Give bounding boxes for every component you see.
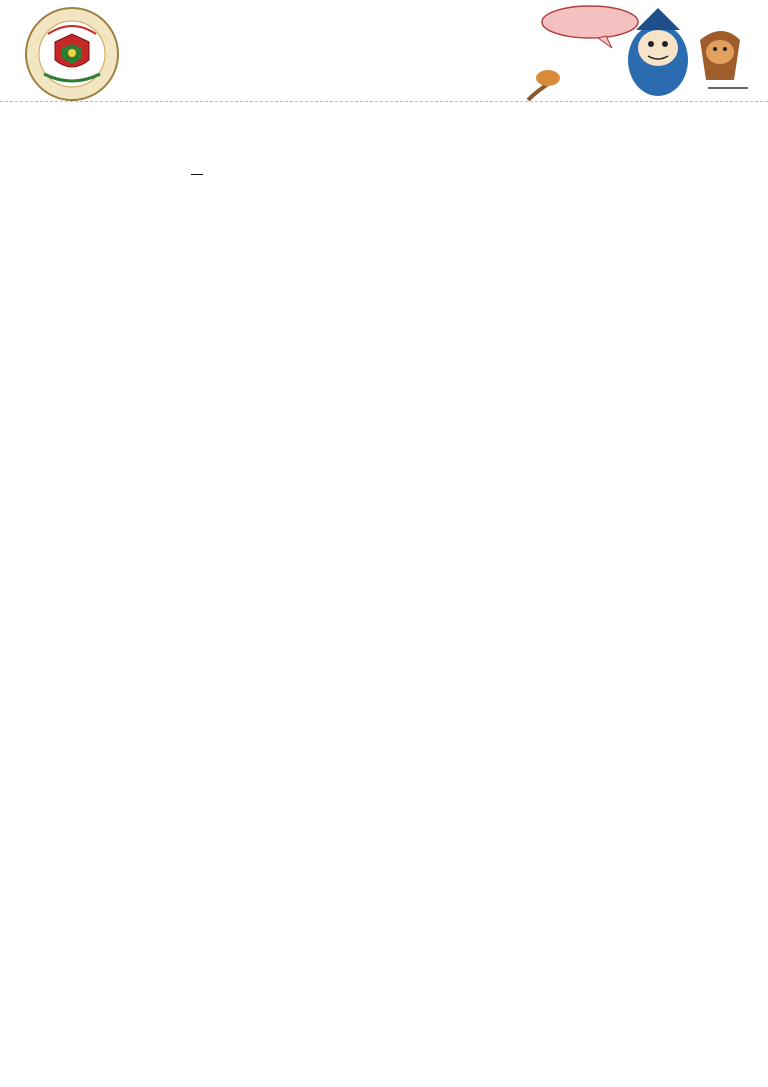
problem-item: [28, 225, 362, 235]
problem-item: [28, 205, 362, 215]
problem-item: [406, 218, 742, 226]
problem-item: [406, 186, 742, 194]
page-header: [0, 0, 768, 104]
solution-letters-line: [28, 141, 362, 153]
left-column: [28, 104, 362, 235]
header-divider: [0, 101, 768, 102]
problem-item: [406, 210, 742, 218]
right-problems-list: [406, 146, 742, 248]
problem-item: [406, 202, 742, 210]
problem-item: [406, 154, 742, 162]
circular-general-line: [28, 153, 362, 165]
cartoon-illustration: [508, 0, 768, 104]
left-problems-list: [28, 195, 362, 235]
problem-item: [406, 178, 742, 186]
problem-item: [406, 162, 742, 170]
repeated-formula-numerator: [191, 174, 203, 175]
problem-item: [406, 242, 742, 248]
problem-item: [28, 215, 362, 225]
problem-item: [406, 170, 742, 178]
problem-item: [406, 194, 742, 202]
problem-item: [406, 234, 742, 242]
factorial-examples: [28, 104, 362, 116]
right-column: [406, 104, 742, 248]
problem-item: [406, 146, 742, 154]
problem-item: [28, 195, 362, 205]
repeated-formula-fraction: [191, 174, 203, 175]
linear-general-line: [28, 128, 362, 140]
logic-blocks-figure: [406, 104, 742, 142]
repeated-formula: [28, 174, 362, 175]
school-logo: [22, 4, 122, 104]
problem-item: [406, 226, 742, 234]
